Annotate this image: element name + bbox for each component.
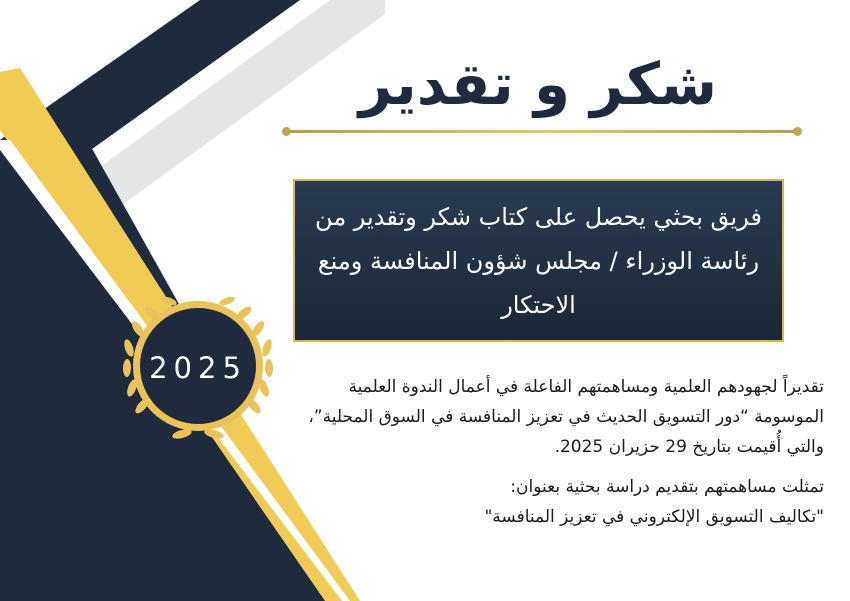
contribution-intro: تمثلت مساهمتهم بتقديم دراسة بحثية بعنوان:	[510, 477, 824, 497]
headline-text: فريق بحثي يحصل على كتاب شكر وتقدير من رئاسة الوزراء / مجلس شؤون المنافسة ومنع الاحتكار	[315, 202, 762, 319]
appreciation-paragraph: تقديراً لجهودهم العلمية ومساهمتهم الفاعلة في أعمال الندوة العلمية الموسومة “دور التسويق الحديث في تعزيز المنافسة في السوق المحلية”، والتي أُقيمت بتاريخ 29 حزيران 2025.	[308, 377, 824, 457]
year-label: 2025	[149, 351, 247, 385]
certificate-title: شكر و تقدير	[358, 50, 718, 118]
title-underline	[286, 130, 798, 133]
underline-dot-right	[793, 127, 802, 136]
headline-box	[293, 179, 784, 342]
study-title: "تكاليف التسويق الإلكتروني في تعزيز المنافسة"	[484, 507, 824, 527]
certificate-body	[276, 372, 824, 532]
underline-dot-left	[282, 127, 291, 136]
